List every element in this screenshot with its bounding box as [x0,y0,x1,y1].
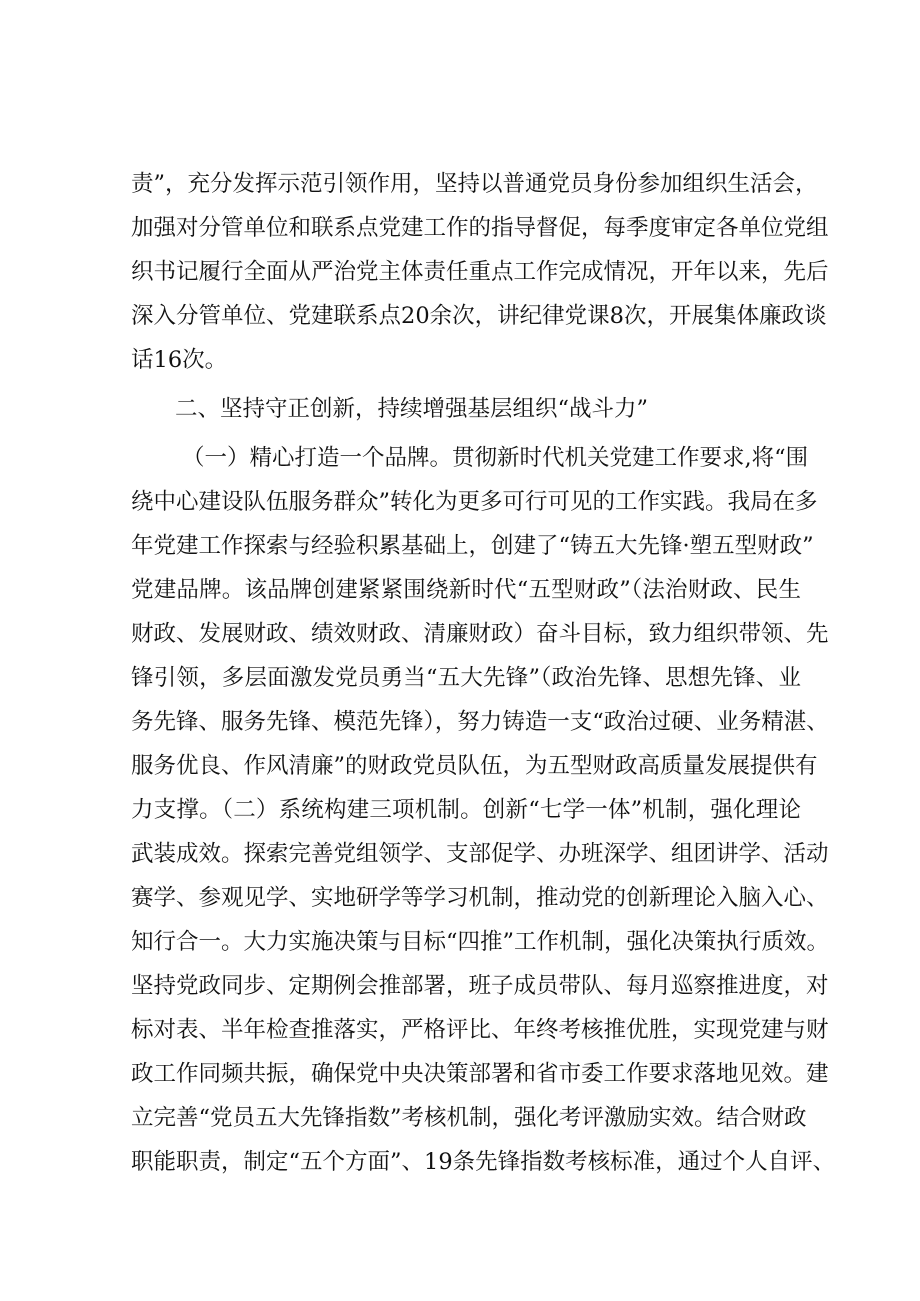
paragraph-2-line-1: （一）精心打造一个品牌。贯彻新时代机关党建工作要求,将“围 [182,445,809,471]
paragraph-2-line-15: 政工作同频共振，确保党中央决策部署和省市委工作要求落地见效。建 [131,1061,829,1087]
paragraph-2-line-13: 坚持党政同步、定期例会推部署，班子成员带队、每月巡察推进度，对 [131,973,829,999]
paragraph-2-line-8: 服务优良、作风清廉”的财政党员队伍，为五型财政高质量发展提供有 [131,753,818,779]
paragraph-2-line-3: 年党建工作探索与经验积累基础上，创建了“铸五大先锋·塑五型财政” [131,533,814,559]
paragraph-1-line-3: 织书记履行全面从严治党主体责任重点工作完成情况，开年以来，先后 [131,259,829,285]
paragraph-2-line-10: 武装成效。探索完善党组领学、支部促学、办班深学、组团讲学、活动 [131,841,829,867]
section-heading-2: 二、坚持守正创新，持续增强基层组织“战斗力” [175,396,649,422]
paragraph-1-line-2: 加强对分管单位和联系点党建工作的指导督促，每季度审定各单位党组 [131,215,829,241]
paragraph-2-line-5: 财政、发展财政、绩效财政、清廉财政）奋斗目标，致力组织带领、先 [131,621,829,647]
paragraph-2-line-11: 赛学、参观见学、实地研学等学习机制，推动党的创新理论入脑入心、 [131,885,829,911]
paragraph-2-line-9: 力支撑。（二）系统构建三项机制。创新“七学一体”机制，强化理论 [131,797,801,823]
paragraph-2-line-4: 党建品牌。该品牌创建紧紧围绕新时代“五型财政”（法治财政、民生 [131,577,801,603]
paragraph-2-line-6: 锋引领，多层面激发党员勇当“五大先锋”（政治先锋、思想先锋、业 [131,665,801,691]
paragraph-1-line-4: 深入分管单位、党建联系点20余次，讲纪律党课8次，开展集体廉政谈 [131,303,827,329]
paragraph-2-line-14: 标对表、半年检查推落实，严格评比、年终考核推优胜，实现党建与财 [131,1017,829,1043]
paragraph-2-line-17: 职能职责，制定“五个方面”、19条先锋指数考核标准，通过个人自评、 [131,1149,836,1175]
paragraph-2-line-12: 知行合一。大力实施决策与目标“四推”工作机制，强化决策执行质效。 [131,929,830,955]
paragraph-1-line-1: 责”，充分发挥示范引领作用，坚持以普通党员身份参加组织生活会， [131,171,818,197]
paragraph-2-line-2: 绕中心建设队伍服务群众”转化为更多可行可见的工作实践。我局在多 [131,489,818,515]
paragraph-2-line-7: 务先锋、服务先锋、模范先锋），努力铸造一支“政治过硬、业务精湛、 [131,709,829,735]
paragraph-1-line-5: 话16次。 [131,347,228,373]
paragraph-2-line-16: 立完善“党员五大先锋指数”考核机制，强化考评激励实效。结合财政 [131,1105,807,1131]
